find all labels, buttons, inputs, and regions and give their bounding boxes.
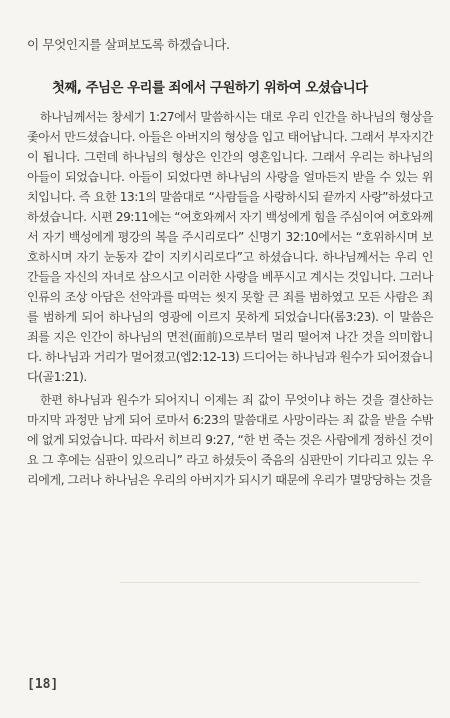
paragraph-2: 한편 하나님과 원수가 되어지니 이제는 죄 값이 무엇이냐 하는 것을 결산하는 마지막 과정만 남게 되어 로마서 6:23의 말씀대로 사망이라는 죄 값을 받을 수밖에 없게 되었습니다. 따라서 히브리 9:27, “한 번 죽는 것은 사람에게 정하신 것이요 그 후에는 심판이 있으리니” 라고 하셨듯이 죽음의 심판만이 기다리고 있는 우리에게, 그러나 하나님은 우리의 아버지가 되시기 때문에 우리가 멸망당하는 것을 [27, 393, 433, 487]
page-number-close-bracket: ] [50, 677, 59, 692]
intro-line: 이 무엇인지를 살펴보도록 하겠습니다. [27, 37, 230, 52]
section-body [27, 107, 433, 490]
page-number-value: 18 [34, 677, 51, 692]
paragraph-1: 하나님께서는 창세기 1:27에서 말씀하시는 대로 우리 인간을 하나님의 형상을 좇아서 만드셨습니다. 아들은 아버지의 형상을 입고 태어납니다. 그래서 부자지간이 됩니다. 그런데 하나님의 형상은 인간의 영혼입니다. 그래서 우리는 하나님의 아들이 되었습니다. 아들이 되었다면 하나님의 사랑을 얼마든지 받을 수 있는 위치입니다. 즉 요한 13:1의 말씀대로 “사람들을 사랑하시되 끝까지 사랑”하셨다고 하셨습니다. 시편 29:11에는 “여호와께서 자기 백성에게 힘을 주심이여 여호와께서 자기 백성에게 평강의 복을 주시리로다” 신명기 32:10에서는 “호위하시며 보호하시며 자기 눈동자 같이 지키시리로다”고 하셨습니다. 하나님께서는 우리 인간들을 자신의 자녀로 삼으시고 이러한 사랑을 베푸시고 계시는 것입니다. 그러나 인류의 조상 아담은 선악과를 따먹는 씻지 못할 큰 죄를 범하였고 모든 사람은 죄를 범하게 되어 하나님의 영광에 이르지 못하게 되었습니다(롬3:23). 이 말씀은 죄를 지은 인간이 하나님의 면전(面前)으로부터 멀리 떨어져 나간 것을 의미합니다. 하나님과 거리가 멀어졌고(엡2:12-13) 드디어는 하나님과 원수가 되어졌습니다(골1:21). [27, 110, 433, 384]
page-number-open-bracket: [ [27, 677, 35, 692]
section-heading: 첫째, 주님은 우리를 죄에서 구원하기 위하여 오셨습니다 [52, 81, 368, 96]
divider [120, 582, 420, 583]
page-number [27, 677, 58, 692]
